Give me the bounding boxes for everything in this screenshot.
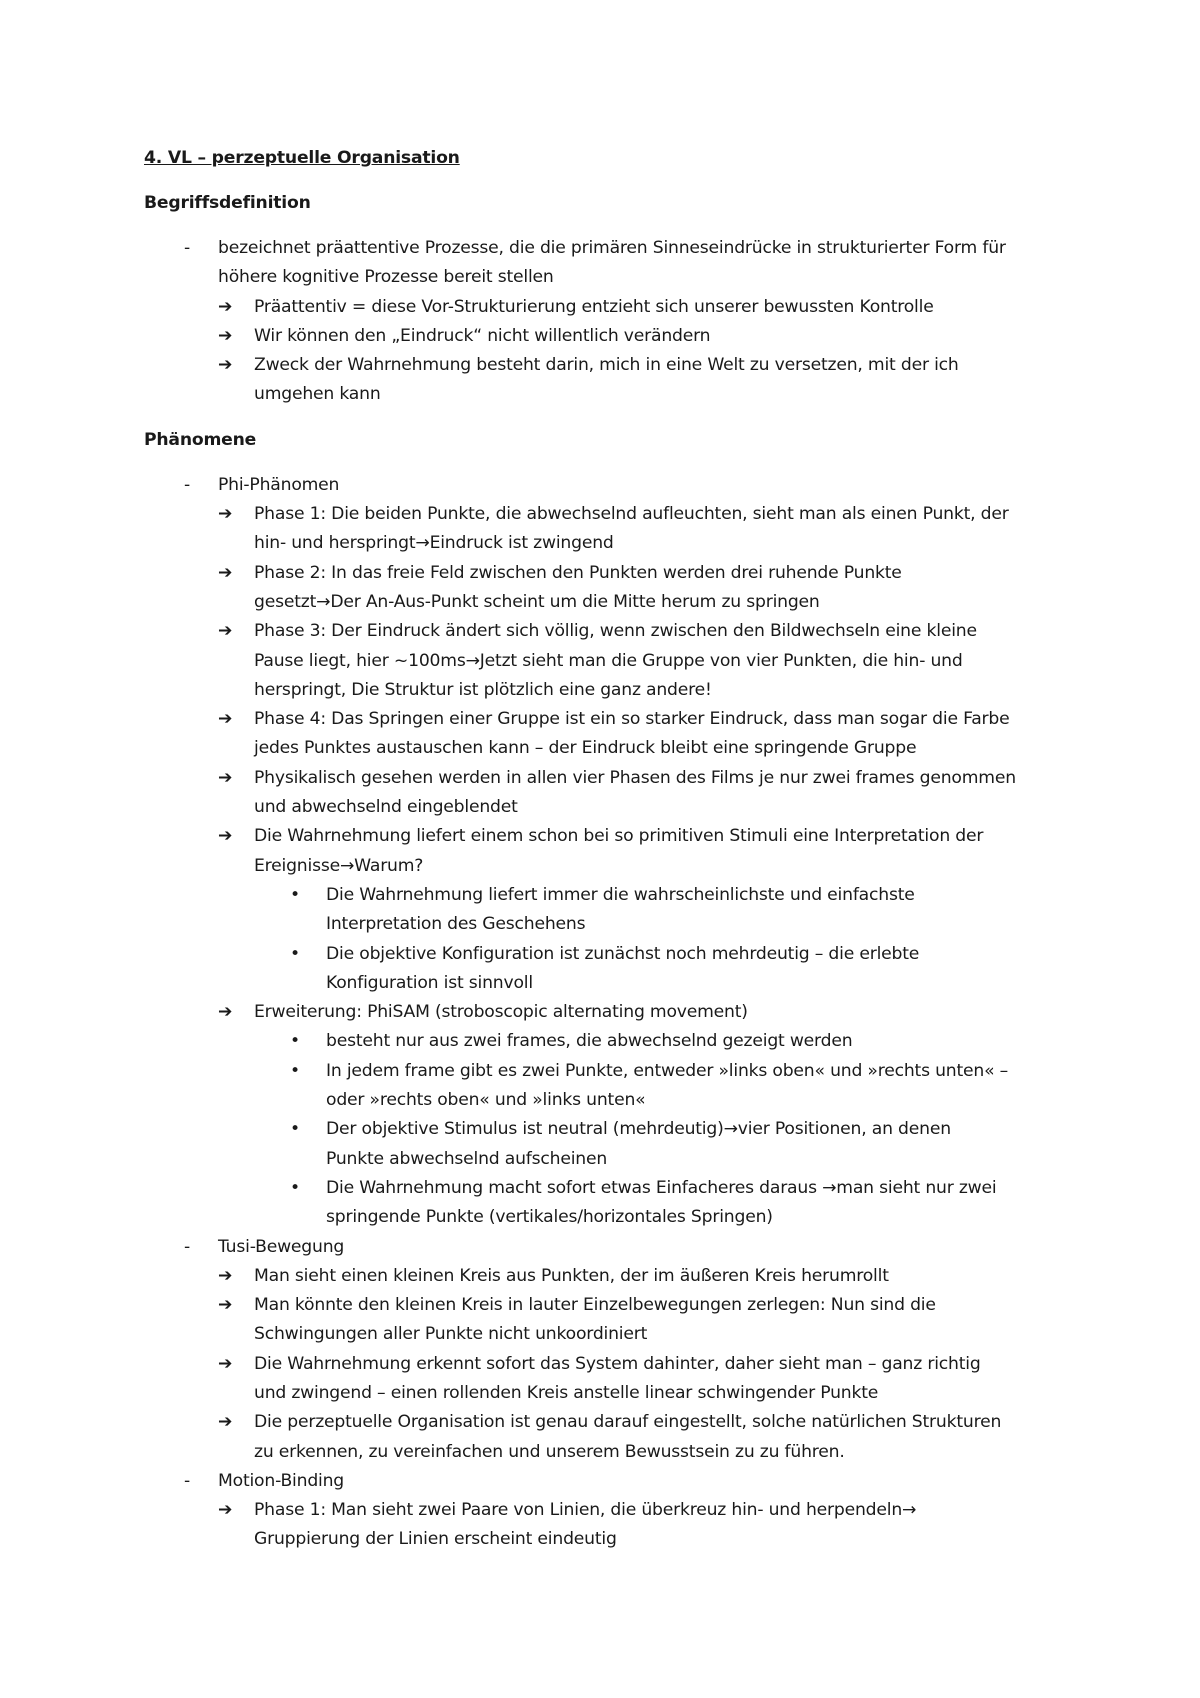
outline-line	[144, 1027, 1100, 1056]
outline-line	[144, 1145, 1100, 1174]
outline-line	[144, 559, 1100, 588]
line-text: Erweiterung: PhiSAM (stroboscopic alternating movement)	[254, 1002, 748, 1023]
outline-line	[144, 1496, 1100, 1525]
outline-line	[144, 1525, 1100, 1554]
arrow-icon: ➔	[218, 1353, 233, 1374]
outline-line	[144, 1350, 1100, 1379]
bullet-marker: •	[290, 1177, 300, 1198]
line-text: Phase 1: Man sieht zwei Paare von Linien, die überkreuz hin- und herpendeln→	[254, 1500, 917, 1521]
outline-line	[144, 1262, 1100, 1291]
bullet-marker: •	[290, 1119, 300, 1140]
line-text: gesetzt→Der An-Aus-Punkt scheint um die Mitte herum zu springen	[254, 591, 820, 612]
line-text: oder »rechts oben« und »links unten«	[326, 1090, 646, 1111]
outline-line	[144, 1291, 1100, 1320]
arrow-icon: ➔	[218, 1002, 233, 1023]
bullet-marker: •	[290, 1060, 300, 1081]
dash-marker: -	[184, 238, 191, 258]
outline-line	[144, 793, 1100, 822]
outline-line	[144, 322, 1100, 351]
arrow-icon: ➔	[218, 562, 233, 583]
outline-line	[144, 1115, 1100, 1144]
line-text: Phase 3: Der Eindruck ändert sich völlig, wenn zwischen den Bildwechseln eine kleine	[254, 621, 977, 642]
arrow-icon: ➔	[218, 1295, 233, 1316]
line-text: herspringt, Die Struktur ist plötzlich eine ganz andere!	[254, 679, 712, 700]
outline-line	[144, 969, 1100, 998]
line-text: springende Punkte (vertikales/horizontales Springen)	[326, 1207, 773, 1228]
outline-line	[144, 1086, 1100, 1115]
line-text: Schwingungen aller Punkte nicht unkoordiniert	[254, 1324, 648, 1345]
outline-line	[144, 998, 1100, 1027]
section-heading: Phänomene	[144, 429, 257, 450]
line-text: Die perzeptuelle Organisation ist genau darauf eingestellt, solche natürlichen Strukturen	[254, 1412, 1002, 1433]
line-text: Der objektive Stimulus ist neutral (mehrdeutig)→vier Positionen, an denen	[326, 1119, 951, 1140]
outline-line	[144, 852, 1100, 881]
line-text: Präattentiv = diese Vor-Strukturierung entzieht sich unserer bewussten Kontrolle	[254, 296, 934, 317]
line-text: höhere kognitive Prozesse bereit stellen	[218, 267, 554, 288]
line-text: Die Wahrnehmung liefert immer die wahrscheinlichste und einfachste	[326, 884, 915, 905]
line-text: hin- und herspringt→Eindruck ist zwingend	[254, 533, 614, 554]
outline-line	[144, 588, 1100, 617]
outline-line	[144, 234, 1100, 263]
arrow-icon: ➔	[218, 1412, 233, 1433]
outline-line	[144, 734, 1100, 763]
outline-line	[144, 380, 1100, 409]
line-text: zu erkennen, zu vereinfachen und unserem Bewusstsein zu zu führen.	[254, 1441, 845, 1462]
line-text: und abwechselnd eingeblendet	[254, 797, 518, 818]
outline-line	[144, 647, 1100, 676]
line-text: Tusi-Bewegung	[218, 1236, 345, 1257]
bullet-marker: •	[290, 943, 300, 964]
outline-line	[144, 1174, 1100, 1203]
outline-line	[144, 940, 1100, 969]
bullet-marker: •	[290, 884, 300, 905]
bullet-marker: •	[290, 1031, 300, 1052]
outline-line	[144, 881, 1100, 910]
section-heading: Begriffsdefinition	[144, 193, 311, 213]
line-text: In jedem frame gibt es zwei Punkte, entweder »links oben« und »rechts unten« –	[326, 1060, 1009, 1081]
outline-line	[144, 529, 1100, 558]
line-text: Die Wahrnehmung erkennt sofort das System dahinter, daher sieht man – ganz richtig	[254, 1353, 981, 1374]
outline-line	[144, 1408, 1100, 1437]
line-text: Man könnte den kleinen Kreis in lauter Einzelbewegungen zerlegen: Nun sind die	[254, 1295, 936, 1316]
arrow-icon: ➔	[218, 709, 233, 730]
document-title: 4. VL – perzeptuelle Organisation	[144, 148, 460, 168]
arrow-icon: ➔	[218, 1500, 233, 1521]
line-text: Pause liegt, hier ~100ms→Jetzt sieht man die Gruppe von vier Punkten, die hin- und	[254, 650, 963, 671]
dash-marker: -	[184, 1470, 191, 1491]
line-text: Ereignisse→Warum?	[254, 855, 424, 876]
line-text: Interpretation des Geschehens	[326, 914, 586, 935]
arrow-icon: ➔	[218, 296, 233, 317]
outline-line	[144, 676, 1100, 705]
arrow-icon: ➔	[218, 826, 233, 847]
outline-line	[144, 1057, 1100, 1086]
line-text: Man sieht einen kleinen Kreis aus Punkten, der im äußeren Kreis herumrollt	[254, 1265, 889, 1286]
outline-line	[144, 293, 1100, 322]
arrow-icon: ➔	[218, 355, 233, 376]
outline-line	[144, 764, 1100, 793]
arrow-icon: ➔	[218, 767, 233, 788]
line-text: Die Wahrnehmung macht sofort etwas Einfacheres daraus →man sieht nur zwei	[326, 1177, 997, 1198]
outline-line	[144, 1203, 1100, 1232]
outline-line	[144, 1320, 1100, 1349]
arrow-icon: ➔	[218, 504, 233, 525]
outline-line	[144, 263, 1100, 292]
line-text: Phase 4: Das Springen einer Gruppe ist ein so starker Eindruck, dass man sogar die Farbe	[254, 709, 1010, 730]
outline-line	[144, 500, 1100, 529]
arrow-icon: ➔	[218, 621, 233, 642]
line-text: umgehen kann	[254, 384, 381, 405]
outline-line	[144, 1467, 1100, 1496]
line-text: jedes Punktes austauschen kann – der Eindruck bleibt eine springende Gruppe	[254, 738, 917, 759]
outline-line	[144, 351, 1100, 380]
outline-line	[144, 471, 1100, 500]
outline-line	[144, 1233, 1100, 1262]
line-text: Phi-Phänomen	[218, 474, 340, 495]
arrow-icon: ➔	[218, 325, 233, 346]
line-text: Die objektive Konfiguration ist zunächst noch mehrdeutig – die erlebte	[326, 943, 920, 964]
dash-marker: -	[184, 1236, 191, 1257]
outline-line	[144, 1379, 1100, 1408]
dash-marker: -	[184, 474, 191, 495]
line-text: Punkte abwechselnd aufscheinen	[326, 1148, 608, 1169]
outline-line	[144, 910, 1100, 939]
line-text: Motion-Binding	[218, 1470, 345, 1491]
line-text: Konfiguration ist sinnvoll	[326, 972, 533, 993]
outline-line	[144, 822, 1100, 851]
line-text: Physikalisch gesehen werden in allen vier Phasen des Films je nur zwei frames genommen	[254, 767, 1016, 788]
arrow-icon: ➔	[218, 1265, 233, 1286]
outline-line	[144, 617, 1100, 646]
line-text: Zweck der Wahrnehmung besteht darin, mich in eine Welt zu versetzen, mit der ich	[254, 355, 959, 376]
document-body	[144, 189, 1100, 1555]
line-text: Gruppierung der Linien erscheint eindeutig	[254, 1529, 617, 1550]
outline-line	[144, 705, 1100, 734]
line-text: Die Wahrnehmung liefert einem schon bei so primitiven Stimuli eine Interpretation der	[254, 826, 984, 847]
line-text: Wir können den „Eindruck“ nicht willentlich verändern	[254, 325, 711, 346]
line-text: besteht nur aus zwei frames, die abwechselnd gezeigt werden	[326, 1031, 853, 1052]
line-text: und zwingend – einen rollenden Kreis anstelle linear schwingender Punkte	[254, 1382, 879, 1403]
line-text: bezeichnet präattentive Prozesse, die die primären Sinneseindrücke in strukturierter Form für	[218, 238, 1006, 258]
line-text: Phase 1: Die beiden Punkte, die abwechselnd aufleuchten, sieht man als einen Punkt, der	[254, 504, 1009, 525]
outline-line	[144, 1438, 1100, 1467]
line-text: Phase 2: In das freie Feld zwischen den Punkten werden drei ruhende Punkte	[254, 562, 902, 583]
